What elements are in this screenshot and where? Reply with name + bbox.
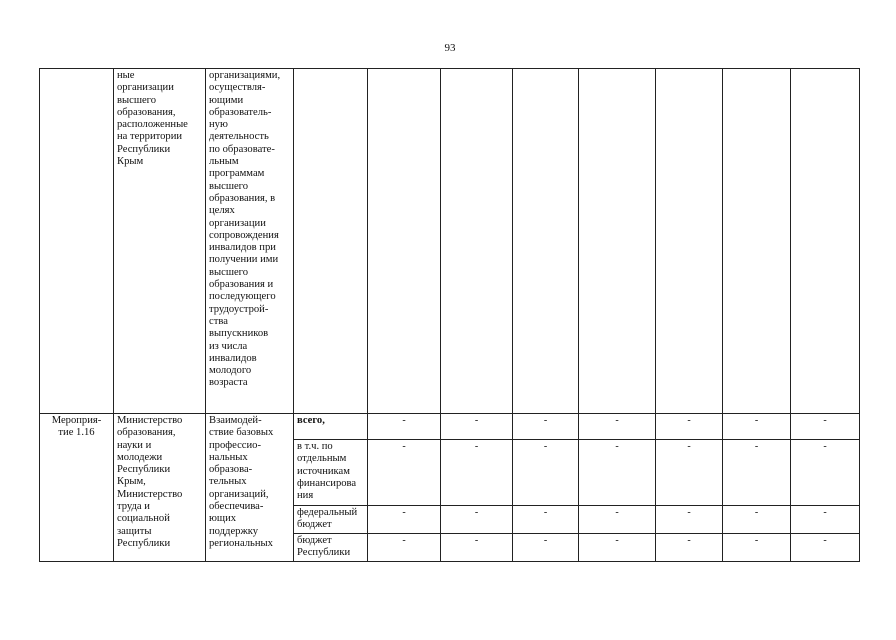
funding-value: - [656, 414, 723, 440]
funding-value: - [791, 533, 860, 561]
page-number: 93 [444, 42, 456, 54]
funding-value: - [723, 414, 791, 440]
funding-value: - [513, 440, 579, 506]
value-cell-empty [513, 69, 579, 414]
funding-source: бюджет Республики [294, 533, 368, 561]
funding-value: - [441, 440, 513, 506]
description-cell: организациями, осуществля- ющими образователь- ную деятельность по образовате- льным программам высшего образования, в целях организации сопровождения инвалидов при получении ими высшего образования и последующего трудоустрой- ства выпускников из числа инвалидов молодого возраста [206, 69, 294, 414]
funding-value: - [368, 440, 441, 506]
value-cell-empty [791, 69, 860, 414]
value-cell-empty [441, 69, 513, 414]
funding-row [40, 414, 860, 440]
funding-value: - [723, 440, 791, 506]
funding-value: - [656, 440, 723, 506]
value-cell-empty [579, 69, 656, 414]
funding-source: федеральный бюджет [294, 506, 368, 534]
funding-value: - [368, 414, 441, 440]
funding-value: - [579, 414, 656, 440]
funding-value: - [579, 506, 656, 534]
activity-description: Взаимодей- ствие базовых профессио- нальных образова- тельных организаций, обеспечива- ющих поддержку региональных [206, 414, 294, 562]
funding-value: - [579, 533, 656, 561]
funding-value: - [723, 533, 791, 561]
funding-value: - [368, 533, 441, 561]
funding-value: - [513, 506, 579, 534]
funding-source: всего, [294, 414, 368, 440]
budget-table [39, 68, 860, 562]
funding-value: - [441, 533, 513, 561]
funding-value: - [791, 506, 860, 534]
activity-label: Мероприя- тие 1.16 [40, 414, 114, 562]
funding-value: - [441, 414, 513, 440]
funding-source-cell-empty [294, 69, 368, 414]
activity-cell-empty [40, 69, 114, 414]
funding-value: - [513, 414, 579, 440]
continuation-row [40, 69, 860, 414]
funding-value: - [368, 506, 441, 534]
value-cell-empty [656, 69, 723, 414]
funding-value: - [656, 506, 723, 534]
executor-cell: ные организации высшего образования, расположенные на территории Республики Крым [114, 69, 206, 414]
value-cell-empty [723, 69, 791, 414]
funding-value: - [723, 506, 791, 534]
activity-executor: Министерство образования, науки и молодежи Республики Крым, Министерство труда и социальной защиты Республики [114, 414, 206, 562]
funding-source: в т.ч. по отдельным источникам финансирова ния [294, 440, 368, 506]
funding-value: - [579, 440, 656, 506]
value-cell-empty [368, 69, 441, 414]
funding-value: - [791, 414, 860, 440]
funding-value: - [513, 533, 579, 561]
funding-value: - [656, 533, 723, 561]
funding-value: - [791, 440, 860, 506]
funding-value: - [441, 506, 513, 534]
